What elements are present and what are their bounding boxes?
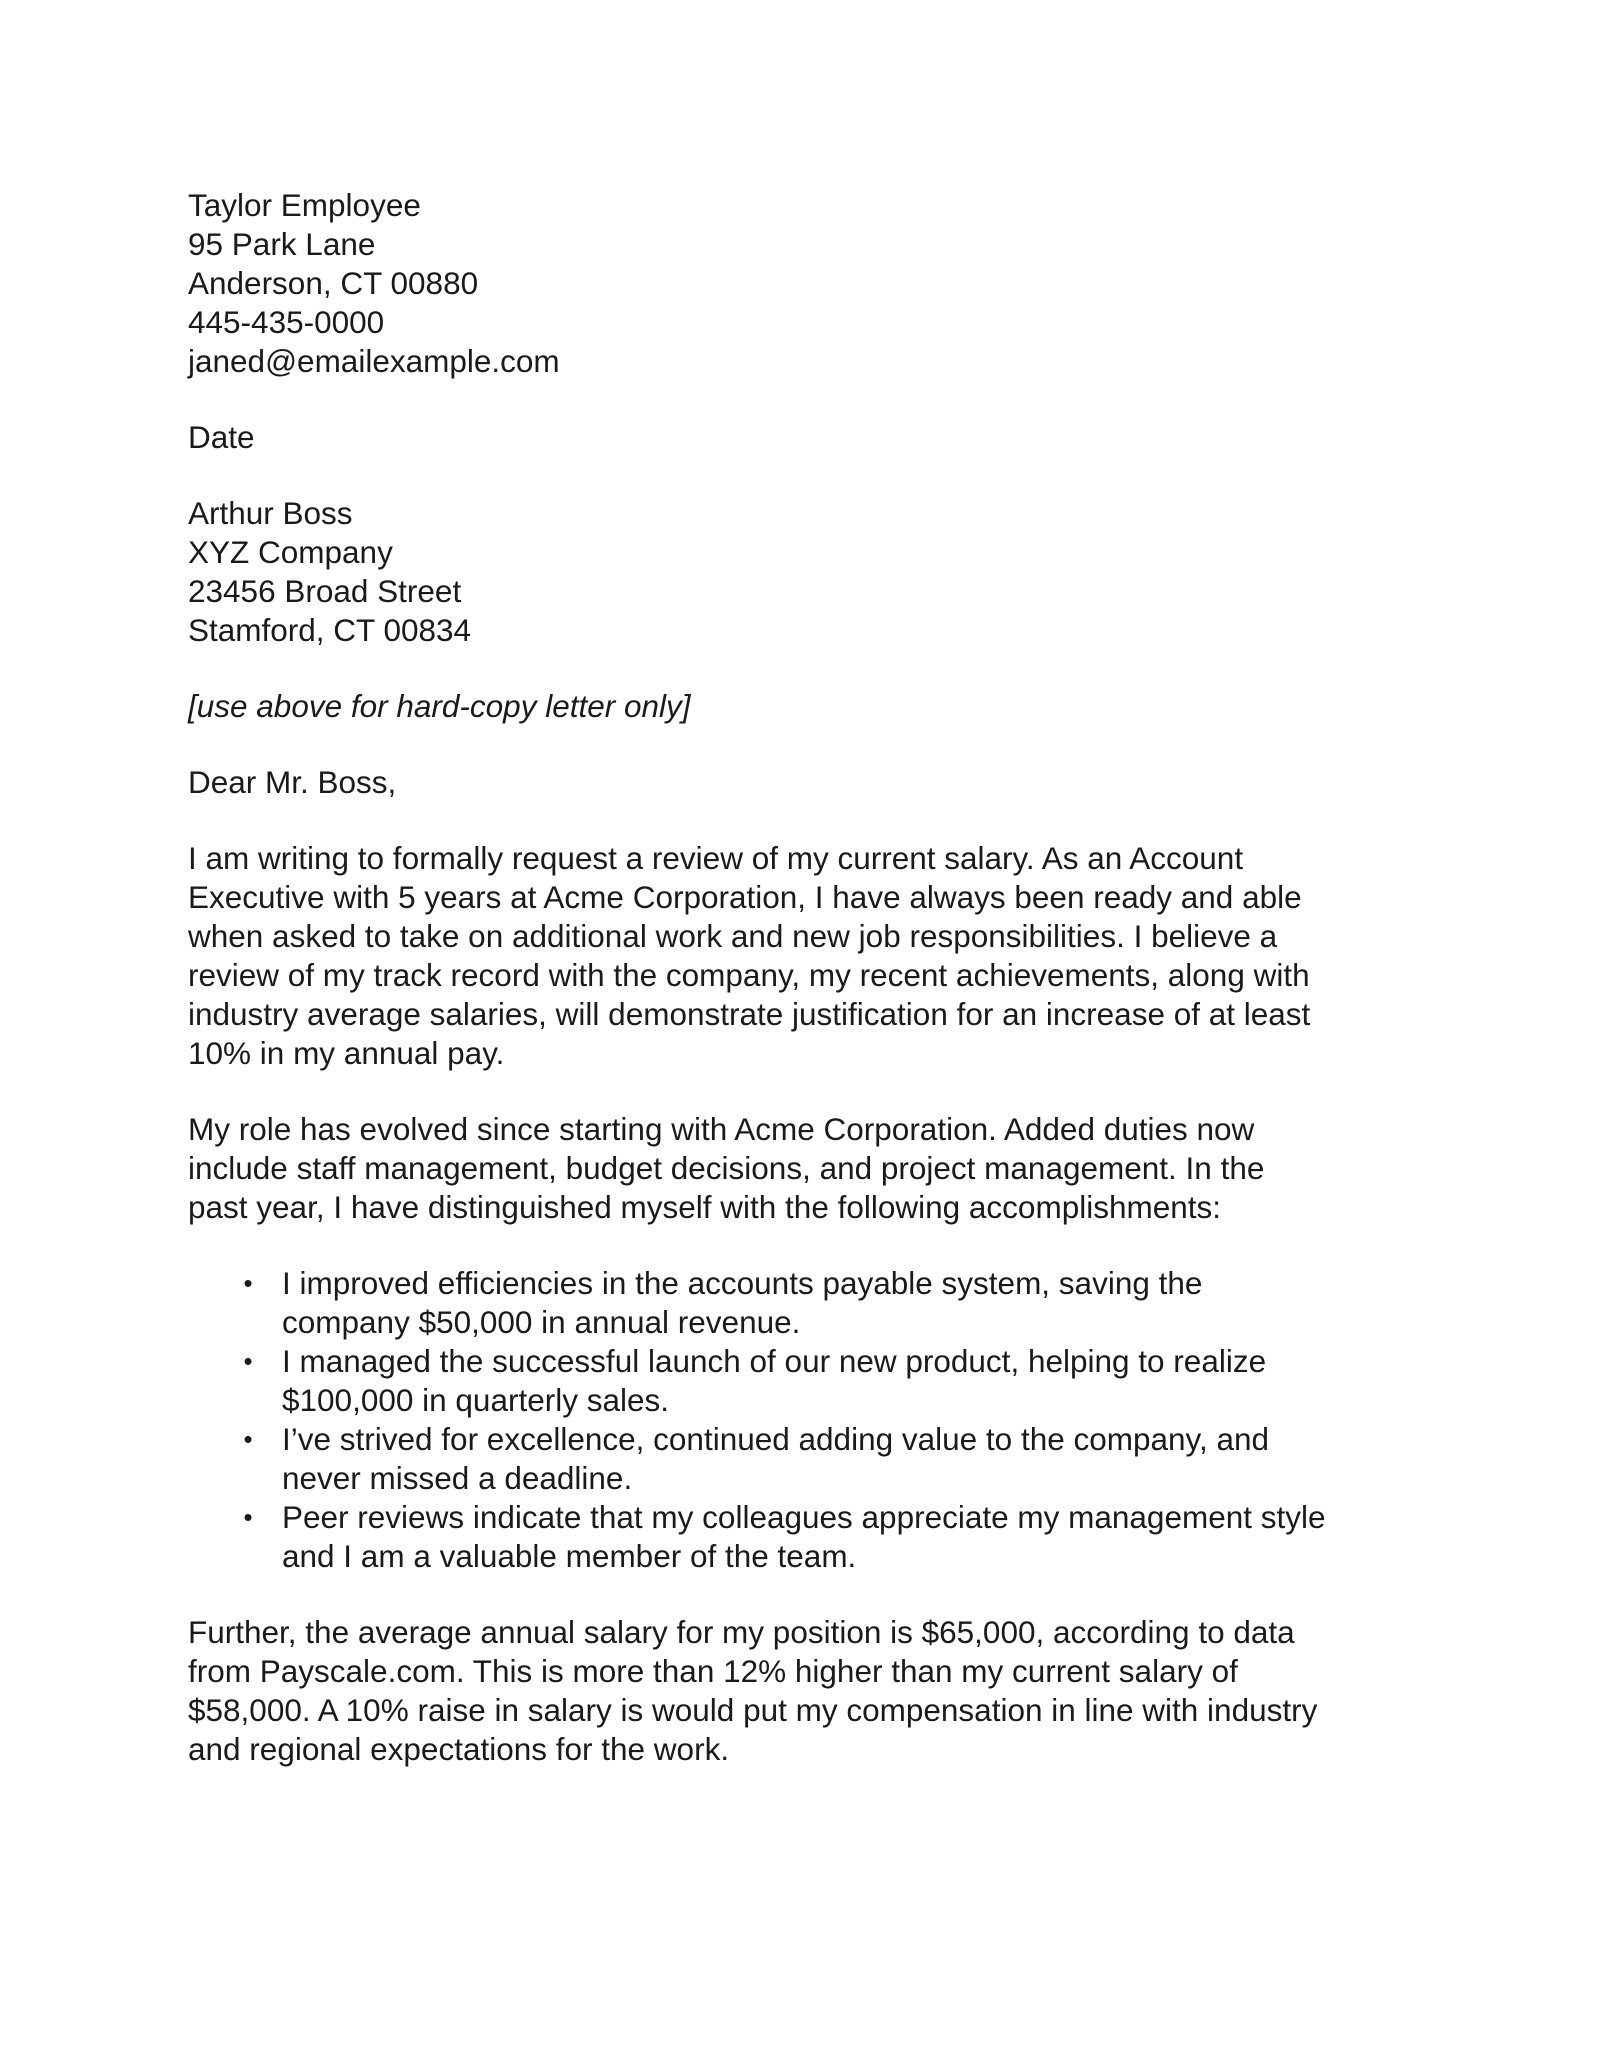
paragraph-line: $58,000. A 10% raise in salary is would put my compensation in line with industry xyxy=(188,1692,1318,1728)
list-item-line: Peer reviews indicate that my colleagues appreciate my management style xyxy=(282,1499,1326,1535)
letter-page xyxy=(188,186,1428,1769)
recipient-address xyxy=(188,494,1428,650)
date: Date xyxy=(188,419,255,455)
list-item-line: I’ve strived for excellence, continued adding value to the company, and xyxy=(282,1421,1270,1457)
note-text: [use above for hard-copy letter only] xyxy=(188,688,691,724)
list-item-line: company $50,000 in annual revenue. xyxy=(282,1304,801,1340)
paragraph-line: industry average salaries, will demonstrate justification for an increase of at least xyxy=(188,996,1311,1032)
recipient-street: 23456 Broad Street xyxy=(188,573,462,609)
sender-name: Taylor Employee xyxy=(188,187,421,223)
salutation: Dear Mr. Boss, xyxy=(188,764,397,800)
list-item-line: and I am a valuable member of the team. xyxy=(282,1538,857,1574)
list-item-line: I improved efficiencies in the accounts payable system, saving the xyxy=(282,1265,1203,1301)
paragraph-line: from Payscale.com. This is more than 12% higher than my current salary of xyxy=(188,1653,1238,1689)
salutation-block xyxy=(188,763,1428,802)
paragraph-line: 10% in my annual pay. xyxy=(188,1035,505,1071)
paragraph-market-data xyxy=(188,1613,1428,1769)
list-item xyxy=(188,1420,1428,1498)
list-item-line: never missed a deadline. xyxy=(282,1460,633,1496)
paragraph-request xyxy=(188,839,1428,1073)
paragraph-line: My role has evolved since starting with Acme Corporation. Added duties now xyxy=(188,1111,1255,1147)
recipient-name: Arthur Boss xyxy=(188,495,353,531)
sender-address xyxy=(188,186,1428,381)
paragraph-line: past year, I have distinguished myself with the following accomplishments: xyxy=(188,1189,1222,1225)
hard-copy-note xyxy=(188,687,1428,726)
sender-phone: 445-435-0000 xyxy=(188,304,385,340)
date-line xyxy=(188,418,1428,457)
paragraph-line: Further, the average annual salary for my position is $65,000, according to data xyxy=(188,1614,1295,1650)
recipient-company: XYZ Company xyxy=(188,534,393,570)
paragraph-role xyxy=(188,1110,1428,1227)
recipient-city-state-zip: Stamford, CT 00834 xyxy=(188,612,472,648)
accomplishments-list xyxy=(188,1264,1428,1576)
paragraph-line: when asked to take on additional work and new job responsibilities. I believe a xyxy=(188,918,1278,954)
list-item xyxy=(188,1264,1428,1342)
paragraph-line: Executive with 5 years at Acme Corporation, I have always been ready and able xyxy=(188,879,1302,915)
bullet-icon: • xyxy=(243,1268,253,1298)
paragraph-line: include staff management, budget decisions, and project management. In the xyxy=(188,1150,1265,1186)
list-item xyxy=(188,1498,1428,1576)
sender-email: janed@emailexample.com xyxy=(188,343,560,379)
paragraph-line: and regional expectations for the work. xyxy=(188,1731,730,1767)
list-item-line: I managed the successful launch of our new product, helping to realize xyxy=(282,1343,1267,1379)
list-item-line: $100,000 in quarterly sales. xyxy=(282,1382,669,1418)
sender-city-state-zip: Anderson, CT 00880 xyxy=(188,265,479,301)
bullet-icon: • xyxy=(243,1502,253,1532)
paragraph-line: I am writing to formally request a review of my current salary. As an Account xyxy=(188,840,1244,876)
bullet-icon: • xyxy=(243,1424,253,1454)
list-item xyxy=(188,1342,1428,1420)
sender-street: 95 Park Lane xyxy=(188,226,376,262)
bullet-icon: • xyxy=(243,1346,253,1376)
paragraph-line: review of my track record with the company, my recent achievements, along with xyxy=(188,957,1310,993)
